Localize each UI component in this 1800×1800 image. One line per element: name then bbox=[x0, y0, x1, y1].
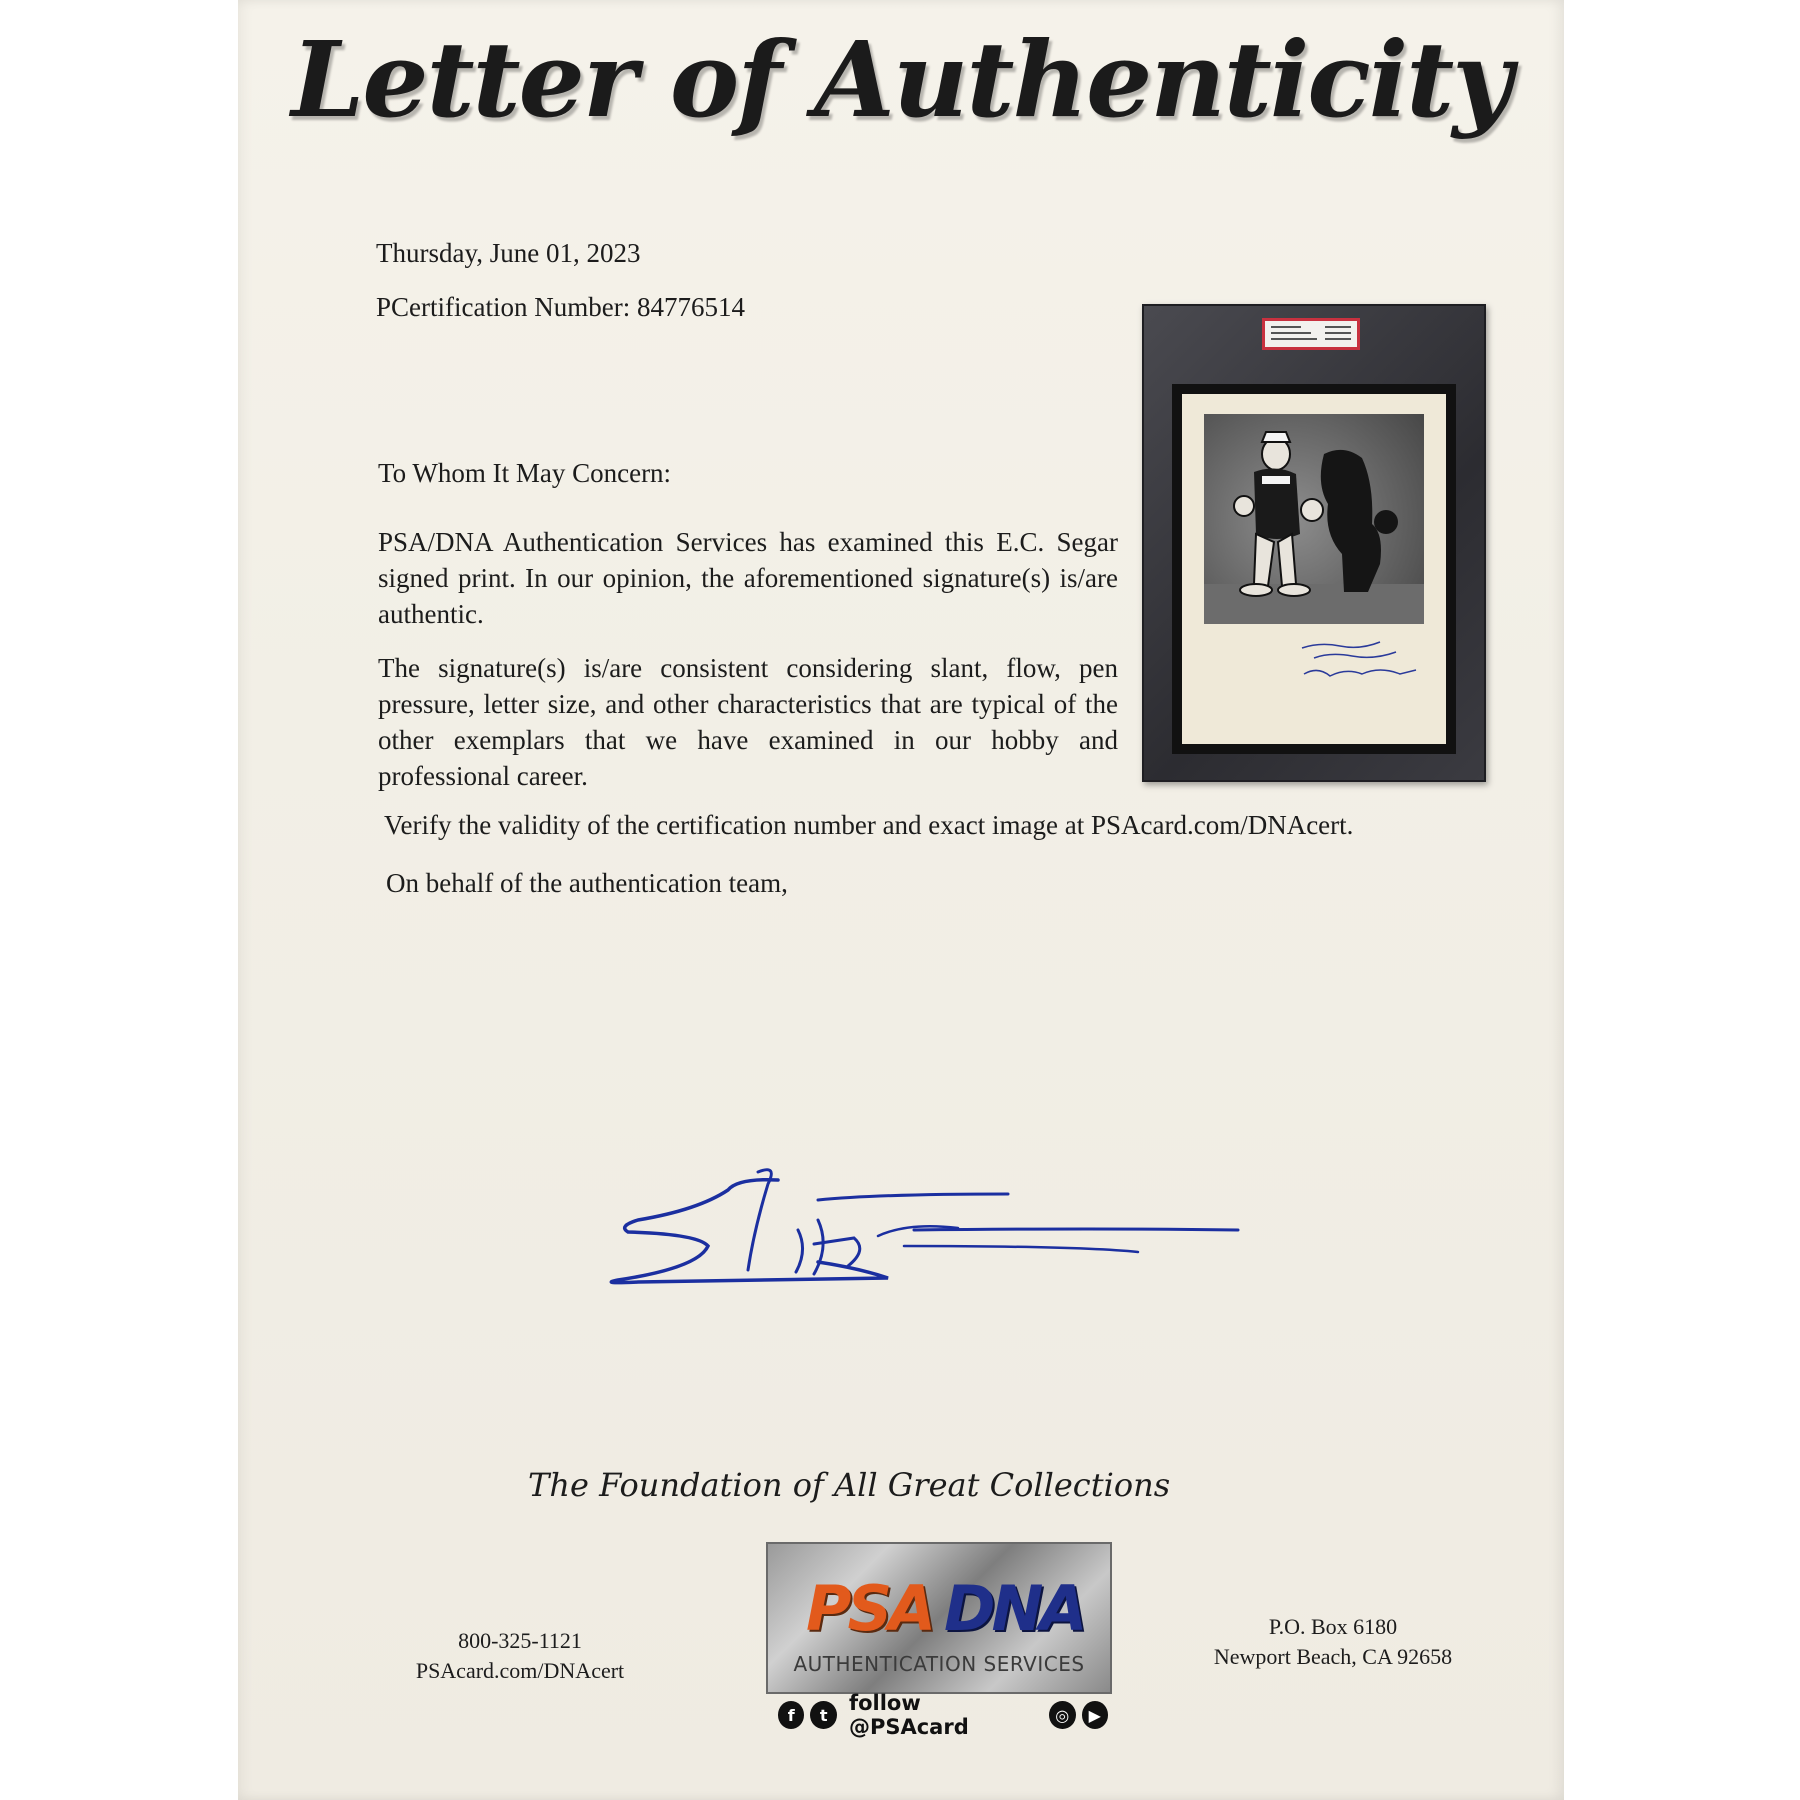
city-address: Newport Beach, CA 92658 bbox=[1213, 1644, 1453, 1669]
slab-label bbox=[1262, 318, 1360, 350]
contact-right bbox=[1198, 1612, 1468, 1672]
paragraph-consistent: The signature(s) is/are consistent considering slant, flow, pen pressure, letter size, and other characteristics that are typical of the other exemplars that we have examined in our hobby and professional career. bbox=[378, 653, 1118, 791]
psa-dna-logo bbox=[766, 1542, 1112, 1694]
social-follow bbox=[778, 1691, 1108, 1739]
instagram-icon: ◎ bbox=[1049, 1701, 1075, 1729]
letter-date: Thursday, June 01, 2023 bbox=[376, 238, 641, 268]
youtube-icon: ▶ bbox=[1082, 1701, 1108, 1729]
paragraph-examined: PSA/DNA Authentication Services has examined this E.C. Segar signed print. In our opinion, the aforementioned signature(s) is/are authentic. bbox=[378, 527, 1118, 629]
letter-page bbox=[238, 0, 1564, 1800]
po-box: P.O. Box 6180 bbox=[1268, 1614, 1398, 1639]
twitter-icon: t bbox=[810, 1701, 836, 1729]
facebook-icon: f bbox=[778, 1701, 804, 1729]
slab-window bbox=[1172, 384, 1456, 754]
print-artwork bbox=[1204, 414, 1424, 624]
logo-psa: PSA bbox=[806, 1572, 933, 1645]
website-url: PSAcard.com/DNAcert bbox=[415, 1658, 625, 1683]
behalf-line: On behalf of the authentication team, bbox=[386, 868, 788, 898]
slabbed-print-photo bbox=[1142, 304, 1486, 782]
print-inscription bbox=[1300, 638, 1420, 688]
letter-title: Letter of Authenticity bbox=[291, 18, 1511, 141]
logo-dna: DNA bbox=[944, 1572, 1084, 1645]
logo-subtitle: AUTHENTICATION SERVICES bbox=[793, 1652, 1085, 1676]
phone-number: 800-325-1121 bbox=[458, 1628, 582, 1653]
tagline: The Foundation of All Great Collections bbox=[528, 1466, 1171, 1504]
certification-number: PCertification Number: 84776514 bbox=[376, 292, 745, 322]
popeye-illustration bbox=[1204, 414, 1424, 624]
authenticator-signature bbox=[578, 1150, 1298, 1300]
contact-left bbox=[410, 1626, 630, 1686]
verify-line: Verify the validity of the certification number and exact image at PSAcard.com/DNAcert. bbox=[384, 810, 1354, 840]
signed-print bbox=[1182, 394, 1446, 744]
salutation: To Whom It May Concern: bbox=[378, 458, 672, 488]
follow-handle: follow @PSAcard bbox=[848, 1691, 969, 1739]
